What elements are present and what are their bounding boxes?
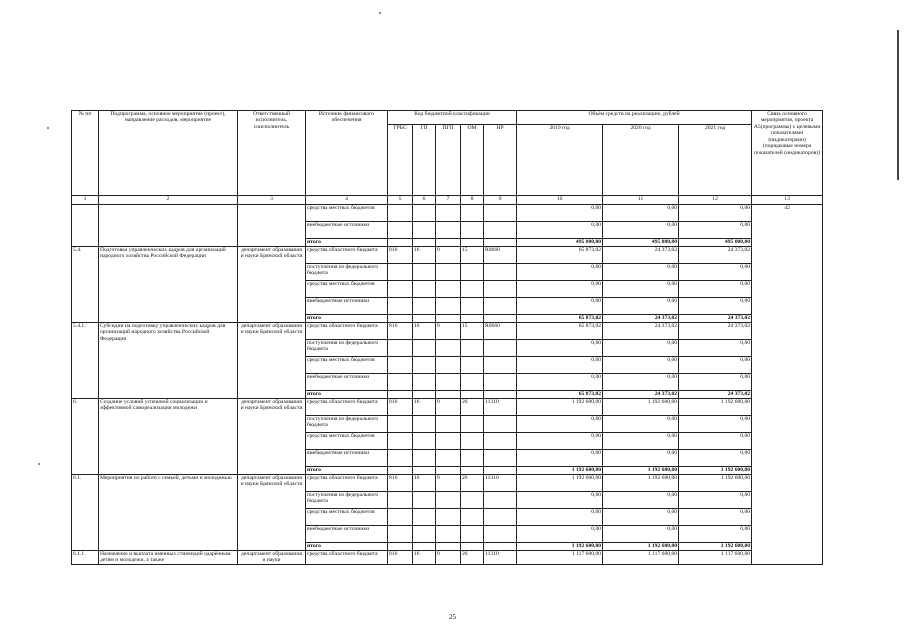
scan-edge-line: [897, 30, 899, 180]
kbk-cell: 16: [413, 551, 436, 565]
kbk-cell: [388, 222, 413, 239]
kbk-cell: [413, 391, 436, 399]
page-number: 25: [449, 613, 456, 621]
value-2021: 0,00: [679, 298, 752, 315]
kbk-cell: 26: [461, 475, 484, 492]
value-2021: 24 373,02: [679, 391, 752, 399]
kbk-cell: [461, 315, 484, 323]
header-name: Подпрограмма, основное мероприятие (проект), направление расходов, мероприятие: [99, 111, 238, 196]
value-2021: 0,00: [679, 433, 752, 450]
kbk-cell: [484, 391, 517, 399]
kbk-cell: [461, 239, 484, 247]
value-2021: 1 192 600,00: [679, 399, 752, 416]
source-label: средства областного бюджета: [306, 247, 388, 264]
kbk-cell: [436, 340, 461, 357]
kbk-cell: 16: [413, 475, 436, 492]
kbk-cell: 15: [461, 323, 484, 340]
kbk-cell: [484, 281, 517, 298]
header-year-2021: 2021 год: [679, 125, 752, 196]
kbk-cell: [388, 467, 413, 475]
value-2019: 0,00: [517, 526, 603, 543]
column-number: 4: [306, 196, 388, 205]
kbk-cell: [413, 467, 436, 475]
value-2019: 1 192 600,00: [517, 475, 603, 492]
source-label: внебюджетные источники: [306, 526, 388, 543]
kbk-cell: [388, 298, 413, 315]
value-2021: 24 373,02: [679, 247, 752, 264]
kbk-cell: [413, 298, 436, 315]
column-number: 5: [388, 196, 413, 205]
source-label: средства областного бюджета: [306, 399, 388, 416]
kbk-cell: [413, 543, 436, 551]
kbk-cell: 816: [388, 399, 413, 416]
link-indicator: 42: [752, 205, 823, 565]
value-2019: 0,00: [517, 357, 603, 374]
kbk-cell: R0660: [484, 323, 517, 340]
value-2019: 0,00: [517, 281, 603, 298]
kbk-cell: [461, 526, 484, 543]
kbk-cell: [461, 543, 484, 551]
value-2021: 24 373,02: [679, 323, 752, 340]
value-2020: 0,00: [603, 222, 679, 239]
value-2020: 24 373,02: [603, 323, 679, 340]
kbk-cell: [484, 416, 517, 433]
kbk-cell: [388, 340, 413, 357]
kbk-cell: [388, 205, 413, 222]
kbk-cell: [484, 467, 517, 475]
value-2021: 0,00: [679, 281, 752, 298]
source-label: средства областного бюджета: [306, 475, 388, 492]
kbk-cell: [388, 450, 413, 467]
value-2021: 0,00: [679, 357, 752, 374]
value-2020: 24 373,02: [603, 391, 679, 399]
row-name: Подготовка управленческих кадров для организаций народного хозяйства Российской Федерации: [99, 247, 238, 323]
value-2020: 0,00: [603, 374, 679, 391]
value-2021: 0,00: [679, 450, 752, 467]
kbk-cell: [484, 492, 517, 509]
kbk-cell: [436, 416, 461, 433]
value-2020: 24 373,02: [603, 247, 679, 264]
value-2021: 0,00: [679, 492, 752, 509]
value-2019: 0,00: [517, 222, 603, 239]
value-2021: 0,00: [679, 509, 752, 526]
table-row: [72, 205, 823, 222]
value-2021: 0,00: [679, 340, 752, 357]
header-executor: Ответственный исполнитель, соисполнитель: [238, 111, 306, 196]
kbk-cell: [436, 222, 461, 239]
kbk-cell: [413, 205, 436, 222]
kbk-cell: 15: [461, 247, 484, 264]
value-2021: 0,00: [679, 222, 752, 239]
row-number: 5.4.1.: [72, 323, 99, 399]
value-2020: 0,00: [603, 492, 679, 509]
kbk-cell: [484, 205, 517, 222]
row-name: Субсидии на подготовку управленческих кадров для организаций народного хозяйства Российской Федерации: [99, 323, 238, 399]
kbk-cell: [413, 340, 436, 357]
kbk-cell: [388, 433, 413, 450]
kbk-cell: [484, 509, 517, 526]
source-label: средства местных бюджетов: [306, 357, 388, 374]
kbk-cell: [388, 374, 413, 391]
value-2019: 0,00: [517, 416, 603, 433]
kbk-cell: [388, 315, 413, 323]
kbk-cell: [484, 239, 517, 247]
row-executor: [238, 205, 306, 247]
kbk-cell: [413, 416, 436, 433]
value-2019: 0,00: [517, 450, 603, 467]
kbk-cell: [436, 281, 461, 298]
kbk-cell: [461, 298, 484, 315]
kbk-cell: [484, 340, 517, 357]
row-number: 6.1.: [72, 475, 99, 551]
column-number: 9: [484, 196, 517, 205]
scan-speck: [379, 12, 381, 14]
header-kbk-nr: НР: [484, 125, 517, 196]
row-executor: департамент образования и науки Брянской области: [238, 247, 306, 323]
kbk-cell: [413, 239, 436, 247]
kbk-cell: [436, 239, 461, 247]
kbk-cell: [436, 492, 461, 509]
value-2021: 0,00: [679, 264, 752, 281]
source-label: внебюджетные источники: [306, 222, 388, 239]
value-2021: 495 000,00: [679, 239, 752, 247]
value-2019: 1 192 600,00: [517, 543, 603, 551]
value-2020: 0,00: [603, 298, 679, 315]
kbk-cell: [413, 492, 436, 509]
value-2020: 1 192 600,00: [603, 467, 679, 475]
kbk-cell: [461, 264, 484, 281]
value-2021: 24 373,02: [679, 315, 752, 323]
value-2020: 0,00: [603, 526, 679, 543]
kbk-cell: [461, 205, 484, 222]
value-2020: 0,00: [603, 264, 679, 281]
value-2021: 0,00: [679, 374, 752, 391]
kbk-cell: [484, 450, 517, 467]
source-label: средства областного бюджета: [306, 551, 388, 565]
kbk-cell: [484, 526, 517, 543]
header-num: № пп: [72, 111, 99, 196]
row-name: Мероприятия по работе с семьей, детьми и молодежью: [99, 475, 238, 551]
kbk-cell: [484, 264, 517, 281]
header-kbk-grbs: ГРБС: [388, 125, 413, 196]
header-link: Связь основного мероприятия, проекта А5(программы) с целевыми показателями (индикаторами) (порядковые номера показателей (индикаторов)): [752, 111, 823, 196]
source-label: внебюджетные источники: [306, 374, 388, 391]
row-executor: департамент образования и науки Брянской области: [238, 323, 306, 399]
kbk-cell: [436, 450, 461, 467]
kbk-cell: [436, 526, 461, 543]
value-2019: 0,00: [517, 433, 603, 450]
row-number: [72, 205, 99, 247]
value-2019: 495 000,00: [517, 239, 603, 247]
source-label: средства областного бюджета: [306, 323, 388, 340]
row-executor: департамент образования и науки: [238, 551, 306, 565]
kbk-cell: [436, 205, 461, 222]
kbk-cell: [413, 264, 436, 281]
kbk-cell: 816: [388, 551, 413, 565]
kbk-cell: 26: [461, 399, 484, 416]
column-number: 6: [413, 196, 436, 205]
source-label: внебюджетные источники: [306, 450, 388, 467]
row-number: 6.1.1.: [72, 551, 99, 565]
kbk-cell: 16: [413, 399, 436, 416]
column-number: 13: [752, 196, 823, 205]
table-row: [72, 551, 823, 565]
budget-table: [71, 110, 823, 565]
value-2020: 1 117 600,00: [603, 551, 679, 565]
header-volume: Объём средств на реализацию, рублей: [517, 111, 752, 125]
source-label: средства местных бюджетов: [306, 281, 388, 298]
source-label: поступления из федерального бюджета: [306, 264, 388, 281]
value-2021: 1 192 600,00: [679, 475, 752, 492]
kbk-cell: [436, 467, 461, 475]
value-2019: 0,00: [517, 492, 603, 509]
kbk-cell: [436, 433, 461, 450]
value-2019: 0,00: [517, 205, 603, 222]
kbk-cell: [413, 450, 436, 467]
kbk-cell: R0660: [484, 247, 517, 264]
scan-speck: [38, 463, 40, 465]
kbk-cell: 0: [436, 399, 461, 416]
value-2020: 0,00: [603, 450, 679, 467]
row-name: [99, 205, 238, 247]
kbk-cell: [413, 433, 436, 450]
kbk-cell: [461, 492, 484, 509]
kbk-cell: 11310: [484, 475, 517, 492]
value-2020: 0,00: [603, 357, 679, 374]
kbk-cell: [436, 298, 461, 315]
kbk-cell: [388, 357, 413, 374]
kbk-cell: [436, 315, 461, 323]
value-2020: 0,00: [603, 205, 679, 222]
kbk-cell: [436, 391, 461, 399]
kbk-cell: [461, 467, 484, 475]
kbk-cell: [388, 543, 413, 551]
kbk-cell: [388, 492, 413, 509]
kbk-cell: [436, 374, 461, 391]
kbk-cell: [388, 391, 413, 399]
kbk-cell: [413, 374, 436, 391]
source-label: итого: [306, 239, 388, 247]
kbk-cell: [413, 509, 436, 526]
row-executor: департамент образования и науки Брянской области: [238, 399, 306, 475]
row-name: Создание условий успешной социализации и эффективной самореализации молодежи: [99, 399, 238, 475]
kbk-cell: [436, 264, 461, 281]
value-2020: 1 192 600,00: [603, 399, 679, 416]
value-2021: 1 192 600,00: [679, 543, 752, 551]
kbk-cell: [461, 509, 484, 526]
header-kbk-gp: ГП: [413, 125, 436, 196]
source-label: итого: [306, 467, 388, 475]
kbk-cell: 16: [413, 323, 436, 340]
row-executor: департамент образования и науки Брянской области: [238, 475, 306, 551]
kbk-cell: [388, 526, 413, 543]
kbk-cell: [461, 391, 484, 399]
value-2021: 1 192 600,00: [679, 467, 752, 475]
column-number: 12: [679, 196, 752, 205]
value-2020: 1 192 600,00: [603, 543, 679, 551]
kbk-cell: [413, 281, 436, 298]
kbk-cell: 0: [436, 551, 461, 565]
value-2019: 0,00: [517, 374, 603, 391]
value-2020: 0,00: [603, 509, 679, 526]
row-number: 6.: [72, 399, 99, 475]
value-2019: 0,00: [517, 264, 603, 281]
kbk-cell: 0: [436, 323, 461, 340]
value-2021: 1 117 600,00: [679, 551, 752, 565]
kbk-cell: 16: [413, 247, 436, 264]
kbk-cell: [436, 509, 461, 526]
source-label: внебюджетные источники: [306, 298, 388, 315]
table-row: [72, 323, 823, 340]
kbk-cell: 816: [388, 323, 413, 340]
kbk-cell: [413, 357, 436, 374]
value-2020: 0,00: [603, 433, 679, 450]
kbk-cell: [388, 281, 413, 298]
header-year-2019: 2019 год: [517, 125, 603, 196]
source-label: средства местных бюджетов: [306, 433, 388, 450]
value-2019: 1 117 600,00: [517, 551, 603, 565]
kbk-cell: [484, 298, 517, 315]
kbk-cell: 816: [388, 475, 413, 492]
value-2020: 0,00: [603, 340, 679, 357]
table-row: [72, 475, 823, 492]
value-2019: 1 192 600,00: [517, 467, 603, 475]
kbk-cell: [461, 433, 484, 450]
column-number: 3: [238, 196, 306, 205]
kbk-cell: [461, 374, 484, 391]
value-2019: 65 873,02: [517, 391, 603, 399]
kbk-cell: [413, 526, 436, 543]
kbk-cell: [484, 222, 517, 239]
source-label: итого: [306, 543, 388, 551]
kbk-cell: [484, 357, 517, 374]
value-2021: 0,00: [679, 205, 752, 222]
source-label: поступления из федерального бюджета: [306, 416, 388, 433]
kbk-cell: [413, 315, 436, 323]
value-2019: 0,00: [517, 298, 603, 315]
source-label: итого: [306, 391, 388, 399]
value-2021: 0,00: [679, 526, 752, 543]
source-label: средства местных бюджетов: [306, 205, 388, 222]
header-kbk: Код бюджетной классификации: [388, 111, 517, 125]
kbk-cell: [461, 281, 484, 298]
value-2020: 0,00: [603, 281, 679, 298]
kbk-cell: 816: [388, 247, 413, 264]
value-2019: 65 873,02: [517, 323, 603, 340]
header-kbk-om: ОМ: [461, 125, 484, 196]
kbk-cell: [436, 543, 461, 551]
kbk-cell: [461, 340, 484, 357]
value-2019: 65 873,02: [517, 247, 603, 264]
column-number: 10: [517, 196, 603, 205]
kbk-cell: [484, 543, 517, 551]
source-label: итого: [306, 315, 388, 323]
kbk-cell: 26: [461, 551, 484, 565]
kbk-cell: [461, 222, 484, 239]
kbk-cell: 11310: [484, 551, 517, 565]
table-row: [72, 399, 823, 416]
kbk-cell: [388, 264, 413, 281]
source-label: поступления из федерального бюджета: [306, 492, 388, 509]
kbk-cell: 0: [436, 475, 461, 492]
kbk-cell: 11310: [484, 399, 517, 416]
column-number: 1: [72, 196, 99, 205]
value-2019: 65 873,02: [517, 315, 603, 323]
value-2019: 0,00: [517, 509, 603, 526]
kbk-cell: [388, 416, 413, 433]
source-label: поступления из федерального бюджета: [306, 340, 388, 357]
header-kbk-pgp: ПГП: [436, 125, 461, 196]
kbk-cell: [461, 357, 484, 374]
column-number: 2: [99, 196, 238, 205]
value-2019: 1 192 600,00: [517, 399, 603, 416]
column-number: 7: [436, 196, 461, 205]
value-2021: 0,00: [679, 416, 752, 433]
column-number: 11: [603, 196, 679, 205]
value-2020: 24 373,02: [603, 315, 679, 323]
kbk-cell: [484, 374, 517, 391]
kbk-cell: [436, 357, 461, 374]
kbk-cell: [388, 509, 413, 526]
kbk-cell: [461, 416, 484, 433]
row-name: Назначение и выплата именных стипендий одарённым детям и молодежи, а также: [99, 551, 238, 565]
header-year-2020: 2020 год: [603, 125, 679, 196]
kbk-cell: [484, 315, 517, 323]
table-row: [72, 247, 823, 264]
row-number: 5.4.: [72, 247, 99, 323]
kbk-cell: [484, 433, 517, 450]
kbk-cell: [388, 239, 413, 247]
value-2020: 0,00: [603, 416, 679, 433]
value-2020: 495 000,00: [603, 239, 679, 247]
value-2020: 1 192 600,00: [603, 475, 679, 492]
value-2019: 0,00: [517, 340, 603, 357]
kbk-cell: [461, 450, 484, 467]
header-source: Источник финансового обеспечения: [306, 111, 388, 196]
kbk-cell: [413, 222, 436, 239]
source-label: средства местных бюджетов: [306, 509, 388, 526]
kbk-cell: 0: [436, 247, 461, 264]
scan-speck: [47, 127, 49, 129]
column-number: 8: [461, 196, 484, 205]
